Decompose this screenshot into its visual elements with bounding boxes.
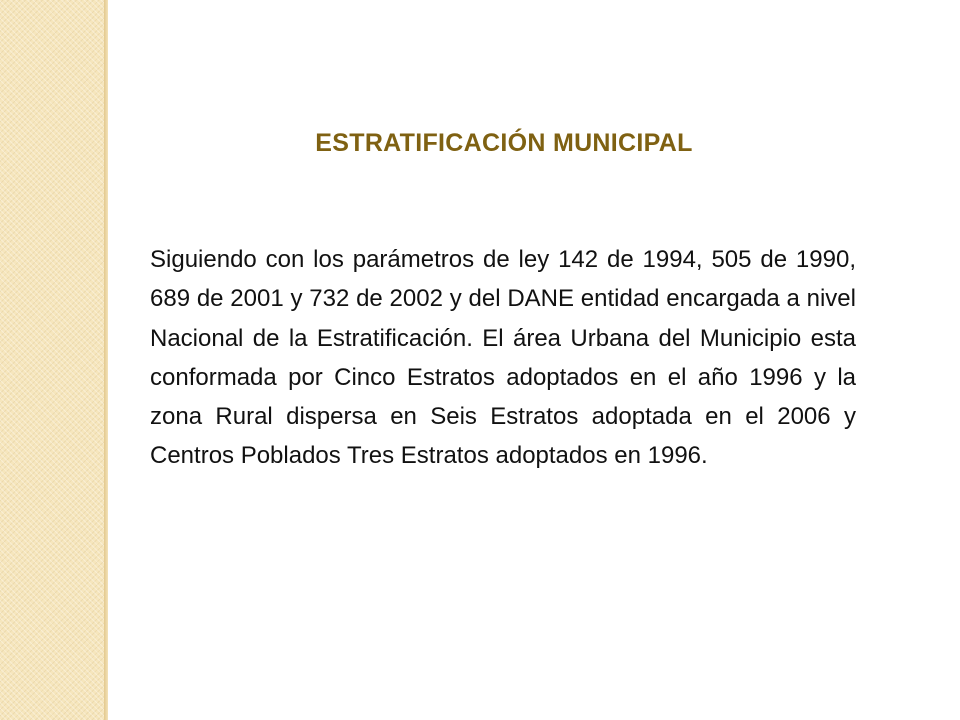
slide-body-text: Siguiendo con los parámetros de ley 142 de 1994, 505 de 1990, 689 de 2001 y 732 de 2002 y del DANE entidad encargada a nivel Nacional de la Estratificación. El área Urbana del Municipio esta conformada por Cinco Estratos adoptados en el año 1996 y la zona Rural dispersa en Seis Estratos adoptada en el 2006 y Centros Poblados Tres Estratos adoptados en 1996. [150,246,856,470]
side-band-edge [104,0,108,720]
decorative-side-band [0,0,104,720]
slide-title: ESTRATIFICACIÓN MUNICIPAL [315,129,693,157]
